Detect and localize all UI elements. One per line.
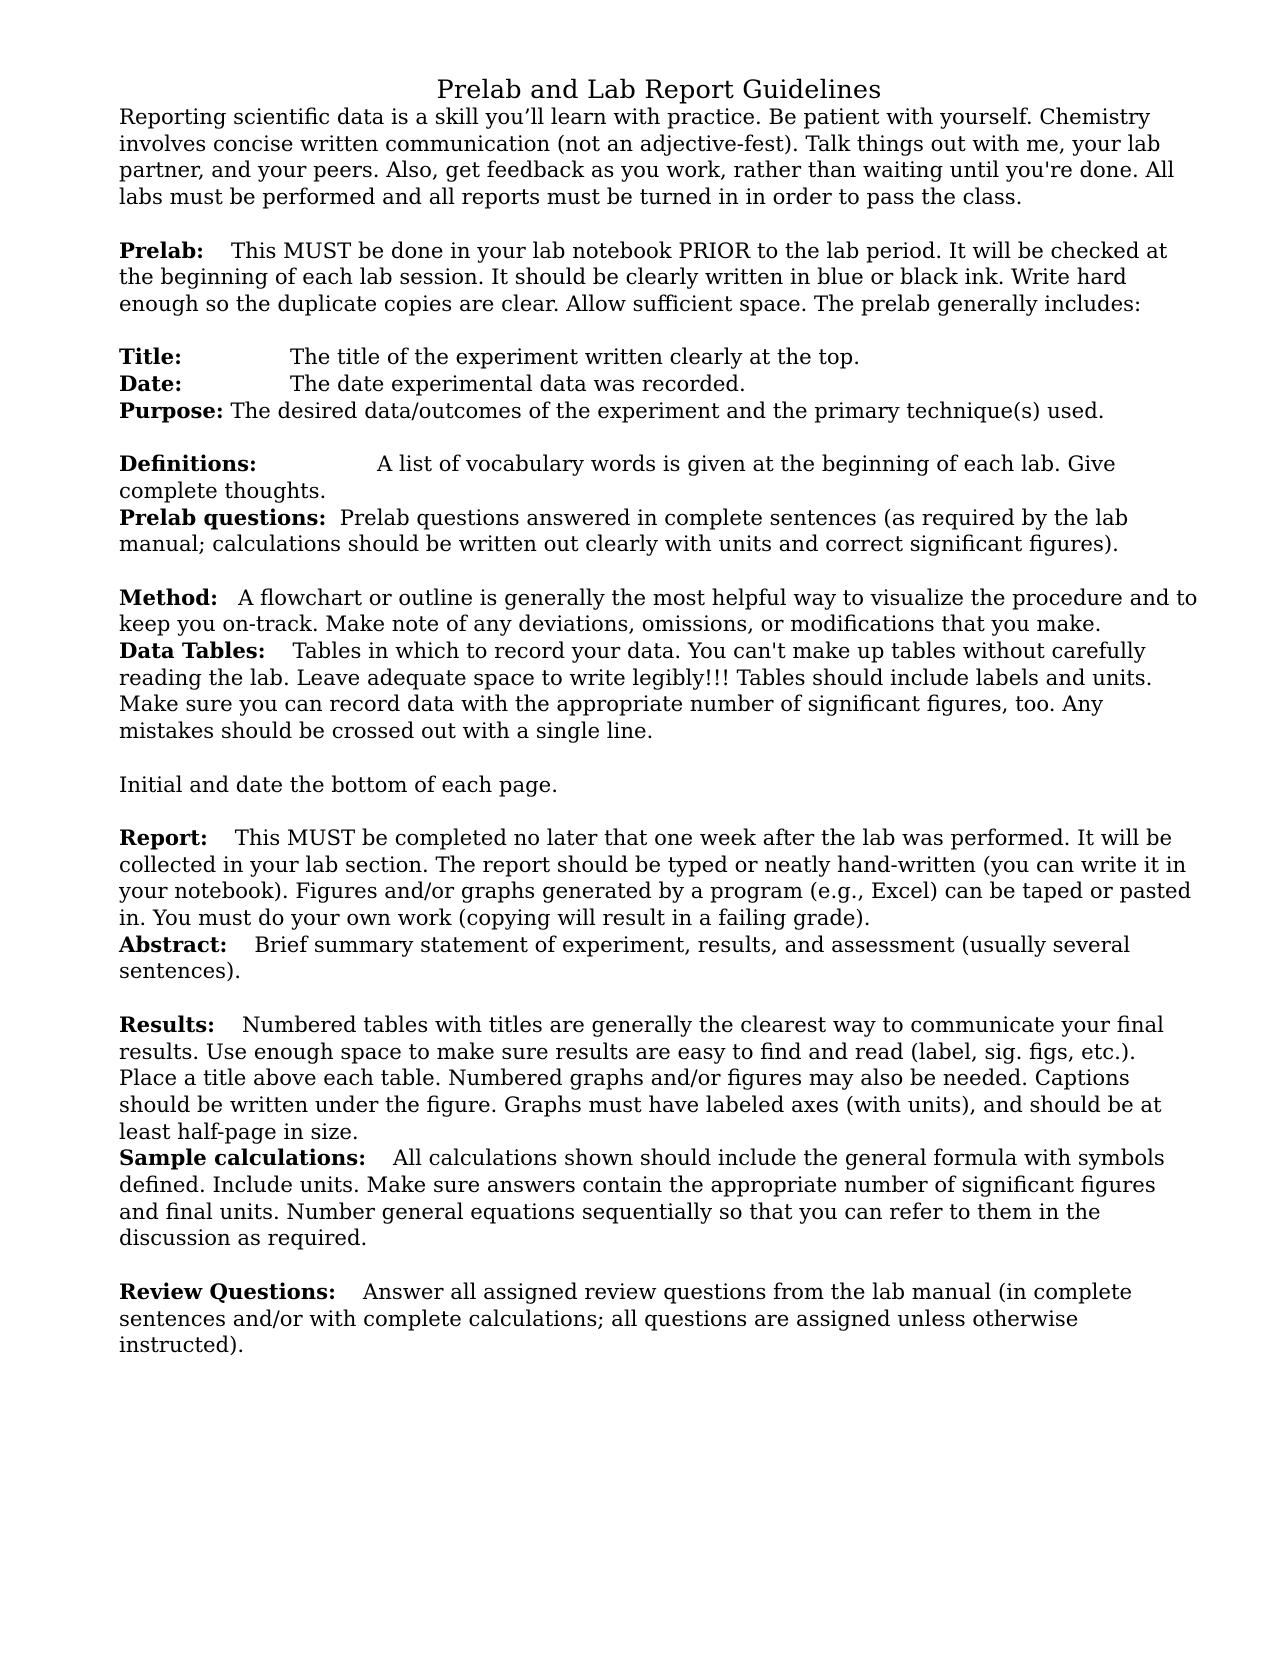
sample-calculations-label: Sample calculations: bbox=[119, 1145, 367, 1171]
method-section bbox=[119, 585, 1199, 638]
prelab-questions-text: Prelab questions answered in complete sentences (as required by the lab manual; calculations should be written out clearly with units and correct significant figures). bbox=[119, 504, 1129, 557]
spacer bbox=[119, 798, 1199, 825]
title-field bbox=[119, 344, 1199, 371]
spacer bbox=[119, 424, 1199, 451]
results-text: Numbered tables with titles are generally the clearest way to communicate your final results. Use enough space to make sure results are easy to find and read (label, sig. figs, etc.). Place a title above each table. Numbered graphs and/or figures may also be needed. Captions should be written under the figure. Graphs must have labeled axes (with units), and should be at least half-page in size. bbox=[119, 1011, 1164, 1144]
date-field-text: The date experimental data was recorded. bbox=[290, 371, 746, 396]
initial-note: Initial and date the bottom of each page. bbox=[119, 771, 558, 797]
document-body bbox=[119, 104, 1199, 1359]
spacer bbox=[119, 1252, 1199, 1279]
prelab-questions-label: Prelab questions: bbox=[119, 504, 327, 530]
report-text: This MUST be completed no later that one week after the lab was performed. It will be collected in your lab section. The report should be typed or neatly hand-written (you can write it in your notebook). Figures and/or graphs generated by a program (e.g., Excel) can be taped or pasted in. You must do your own work (copying will result in a failing grade). bbox=[119, 824, 1192, 930]
definitions-label: Definitions: bbox=[119, 451, 257, 477]
definitions-section bbox=[119, 451, 1199, 504]
sample-calculations-section bbox=[119, 1145, 1199, 1252]
prelab-questions-section bbox=[119, 505, 1199, 558]
method-label: Method: bbox=[119, 584, 218, 610]
review-questions-text: Answer all assigned review questions from the lab manual (in complete sentences and/or with complete calculations; all questions are assigned unless otherwise instructed). bbox=[119, 1278, 1133, 1358]
purpose-field-text: The desired data/outcomes of the experiment and the primary technique(s) used. bbox=[230, 397, 1105, 423]
results-section bbox=[119, 1012, 1199, 1146]
review-questions-label: Review Questions: bbox=[119, 1278, 336, 1304]
spacer bbox=[119, 211, 1199, 238]
abstract-section bbox=[119, 932, 1199, 985]
data-tables-text: Tables in which to record your data. You can't make up tables without carefully reading the lab. Leave adequate space to write legibly!!! Tables should include labels and units. Make sure you can record data with the appropriate number of significant figures, too. Any mistakes should be crossed out with a single line. bbox=[119, 638, 1153, 744]
report-section bbox=[119, 825, 1199, 932]
spacer bbox=[119, 558, 1199, 585]
abstract-label: Abstract: bbox=[119, 931, 228, 957]
spacer bbox=[119, 745, 1199, 772]
data-tables-label: Data Tables: bbox=[119, 638, 266, 663]
date-field-label: Date: bbox=[119, 371, 183, 396]
purpose-field bbox=[119, 398, 1199, 425]
definitions-text: A list of vocabulary words is given at the beginning of each lab. Give complete thoughts. bbox=[119, 451, 1116, 503]
spacer bbox=[119, 985, 1199, 1012]
purpose-field-label: Purpose: bbox=[119, 397, 224, 423]
results-label: Results: bbox=[119, 1011, 216, 1037]
review-questions-section bbox=[119, 1279, 1199, 1359]
prelab-section bbox=[119, 238, 1199, 318]
report-label: Report: bbox=[119, 824, 208, 850]
spacer bbox=[119, 318, 1199, 345]
page-title: Prelab and Lab Report Guidelines bbox=[436, 75, 882, 105]
title-field-label: Title: bbox=[119, 344, 182, 370]
prelab-label: Prelab: bbox=[119, 237, 204, 263]
method-text: A flowchart or outline is generally the most helpful way to visualize the procedure and to keep you on-track. Make note of any deviations, omissions, or modifications that you make. bbox=[119, 584, 1198, 637]
abstract-text: Brief summary statement of experiment, results, and assessment (usually several sentences). bbox=[119, 931, 1131, 984]
data-tables-section bbox=[119, 638, 1199, 745]
date-field bbox=[119, 371, 1199, 398]
sample-calculations-text: All calculations shown should include the general formula with symbols defined. Include units. Make sure answers contain the appropriate number of significant figures and final units. Number general equations sequentially so that you can refer to them in the discussion as required. bbox=[119, 1145, 1165, 1251]
prelab-text: This MUST be done in your lab notebook PRIOR to the lab period. It will be checked at the beginning of each lab session. It should be clearly written in blue or black ink. Write hard enough so the duplicate copies are clear. Allow sufficient space. The prelab generally includes: bbox=[119, 237, 1168, 316]
intro-paragraph: Reporting scientific data is a skill you’ll learn with practice. Be patient with yourself. Chemistry involves concise written communication (not an adjective-fest). Talk things out with me, your lab partner, and your peers. Also, get feedback as you work, rather than waiting until you're done. All labs must be performed and all reports must be turned in in order to pass the class. bbox=[119, 104, 1175, 210]
title-field-text: The title of the experiment written clearly at the top. bbox=[290, 344, 860, 370]
